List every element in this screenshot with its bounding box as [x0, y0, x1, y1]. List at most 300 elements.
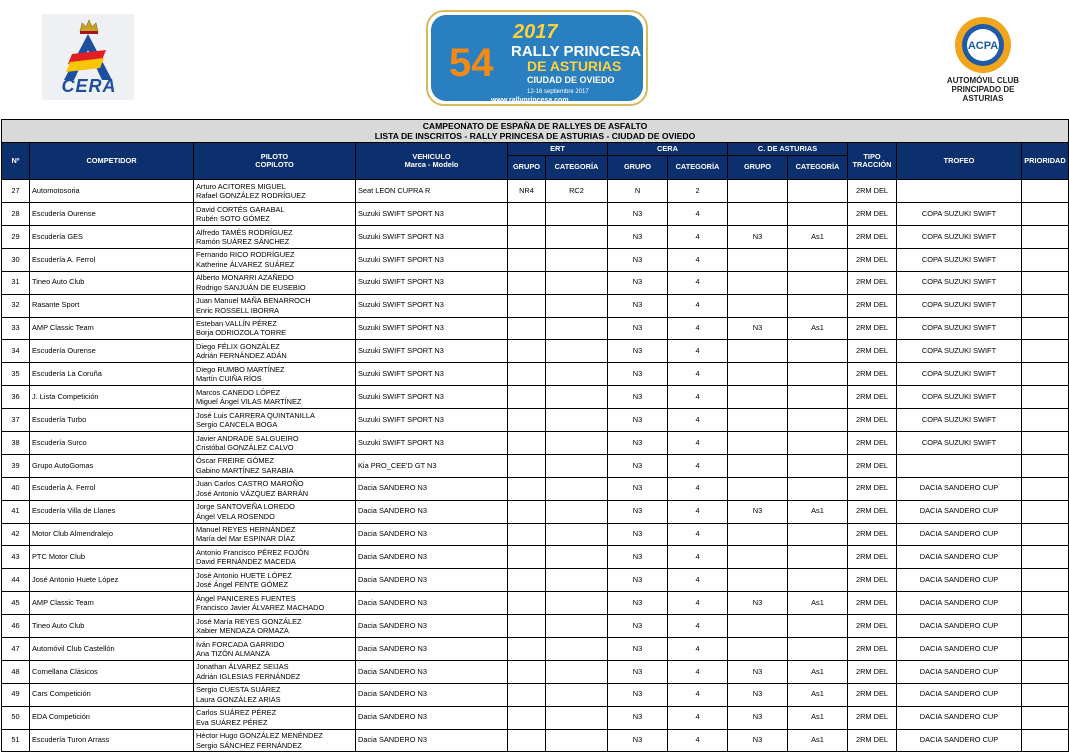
piloto-copiloto-cell [194, 683, 356, 706]
rally-edition-number: 54 [449, 41, 494, 85]
competidor-cell: Escudería Ourense [30, 203, 194, 226]
header-cera-categoria: CATEGORÍA [668, 156, 728, 180]
ert-grupo-cell [508, 706, 546, 729]
competidor-cell: Escudería A. Ferrol [30, 477, 194, 500]
competidor-cell: Rasante Sport [30, 294, 194, 317]
traccion-cell: 2RM DEL [848, 729, 897, 752]
copiloto-name: Adrián IGLESIAS FERNÁNDEZ [196, 671, 301, 681]
table-row [2, 271, 1069, 294]
piloto-copiloto-cell [194, 477, 356, 500]
table-row [2, 363, 1069, 386]
vehiculo-cell: Suzuki SWIFT SPORT N3 [356, 225, 508, 248]
asturias-categoria-cell [788, 203, 848, 226]
cera-grupo-cell: N3 [608, 409, 668, 432]
cera-grupo-cell: N [608, 180, 668, 203]
entry-number-cell: 34 [2, 340, 30, 363]
competidor-cell: Escudería GES [30, 225, 194, 248]
piloto-name: Juan Manuel MAÑA BENARROCH [196, 296, 311, 306]
entry-number-cell: 28 [2, 203, 30, 226]
asturias-grupo-cell [728, 180, 788, 203]
table-row [2, 523, 1069, 546]
traccion-cell: 2RM DEL [848, 317, 897, 340]
vehiculo-cell: Dacia SANDERO N3 [356, 615, 508, 638]
asturias-grupo-cell: N3 [728, 706, 788, 729]
cera-categoria-cell: 4 [668, 431, 728, 454]
competidor-cell: AMP Classic Team [30, 317, 194, 340]
piloto-name: Ángel PANICERES FUENTES [196, 593, 296, 603]
copiloto-name: Miguel Ángel VILAS MARTÍNEZ [196, 397, 302, 407]
asturias-grupo-cell [728, 454, 788, 477]
entry-number-cell: 40 [2, 477, 30, 500]
ert-grupo-cell [508, 660, 546, 683]
ert-categoria-cell [546, 638, 608, 661]
entry-number-cell: 33 [2, 317, 30, 340]
ert-categoria-cell [546, 615, 608, 638]
trofeo-cell: DACIA SANDERO CUP [897, 660, 1022, 683]
cera-grupo-cell: N3 [608, 523, 668, 546]
vehiculo-cell: Suzuki SWIFT SPORT N3 [356, 363, 508, 386]
ert-categoria-cell [546, 477, 608, 500]
piloto-copiloto-cell [194, 615, 356, 638]
header-asturias: C. DE ASTURIAS [728, 143, 848, 156]
header-piloto: PILOTO [260, 151, 289, 161]
ert-categoria-cell [546, 317, 608, 340]
copiloto-name: José Antonio VÁZQUEZ BARRÁN [196, 488, 309, 498]
piloto-name: Carlos SUÁREZ PÉREZ [196, 708, 277, 718]
entry-number-cell: 38 [2, 431, 30, 454]
trofeo-cell: DACIA SANDERO CUP [897, 569, 1022, 592]
vehiculo-cell: Suzuki SWIFT SPORT N3 [356, 294, 508, 317]
vehiculo-cell: Suzuki SWIFT SPORT N3 [356, 271, 508, 294]
piloto-copiloto-cell [194, 340, 356, 363]
copiloto-name: David FERNÁNDEZ MACEDA [196, 557, 296, 567]
ert-grupo-cell [508, 386, 546, 409]
table-row [2, 592, 1069, 615]
trofeo-cell: COPA SUZUKI SWIFT [897, 248, 1022, 271]
prioridad-cell [1022, 660, 1069, 683]
cera-grupo-cell: N3 [608, 317, 668, 340]
piloto-name: Jorge SANTOVEÑA LOREDO [196, 502, 295, 512]
prioridad-cell [1022, 317, 1069, 340]
asturias-categoria-cell [788, 638, 848, 661]
table-row [2, 409, 1069, 432]
cera-categoria-cell: 4 [668, 615, 728, 638]
piloto-name: José Antonio HUETE LÓPEZ [196, 570, 292, 580]
competidor-cell: Escudería Turbo [30, 409, 194, 432]
asturias-grupo-cell [728, 248, 788, 271]
copiloto-name: Enric ROSSELL IBORRA [196, 305, 280, 315]
competidor-cell: AMP Classic Team [30, 592, 194, 615]
piloto-copiloto-cell [194, 386, 356, 409]
entry-number-cell: 51 [2, 729, 30, 752]
asturias-categoria-cell [788, 386, 848, 409]
vehiculo-cell: Dacia SANDERO N3 [356, 523, 508, 546]
asturias-categoria-cell [788, 454, 848, 477]
header-marca-modelo: Marca - Modelo [404, 160, 459, 170]
cera-grupo-cell: N3 [608, 569, 668, 592]
ert-categoria-cell [546, 225, 608, 248]
ert-grupo-cell [508, 225, 546, 248]
asturias-categoria-cell [788, 294, 848, 317]
vehiculo-cell: Dacia SANDERO N3 [356, 638, 508, 661]
trofeo-cell: DACIA SANDERO CUP [897, 592, 1022, 615]
table-row [2, 225, 1069, 248]
asturias-categoria-cell [788, 248, 848, 271]
trofeo-cell: COPA SUZUKI SWIFT [897, 409, 1022, 432]
asturias-categoria-cell [788, 569, 848, 592]
traccion-cell: 2RM DEL [848, 180, 897, 203]
prioridad-cell [1022, 569, 1069, 592]
asturias-grupo-cell [728, 271, 788, 294]
cera-grupo-cell: N3 [608, 203, 668, 226]
piloto-name: Antonio Francisco PÉREZ FOJÓN [196, 547, 309, 557]
ert-grupo-cell: NR4 [508, 180, 546, 203]
vehiculo-cell: Dacia SANDERO N3 [356, 660, 508, 683]
competidor-cell: Cars Competición [30, 683, 194, 706]
entry-number-cell: 45 [2, 592, 30, 615]
copiloto-name: Francisco Javier ÁLVAREZ MACHADO [196, 603, 325, 613]
copiloto-name: Gabino MARTÍNEZ SARABIA [196, 465, 294, 475]
ert-categoria-cell [546, 683, 608, 706]
entry-number-cell: 48 [2, 660, 30, 683]
piloto-name: Fernando RICO RODRÍGUEZ [196, 250, 295, 260]
cera-categoria-cell: 4 [668, 386, 728, 409]
cera-categoria-cell: 4 [668, 546, 728, 569]
prioridad-cell [1022, 203, 1069, 226]
vehiculo-cell: Kia PRO_CEE'D GT N3 [356, 454, 508, 477]
competidor-cell: Escudería La Coruña [30, 363, 194, 386]
vehiculo-cell: Suzuki SWIFT SPORT N3 [356, 340, 508, 363]
ert-categoria-cell [546, 660, 608, 683]
rally-year: 2017 [513, 21, 558, 43]
cera-categoria-cell: 4 [668, 248, 728, 271]
cera-grupo-cell: N3 [608, 454, 668, 477]
table-row [2, 500, 1069, 523]
ert-grupo-cell [508, 615, 546, 638]
table-row [2, 386, 1069, 409]
prioridad-cell [1022, 431, 1069, 454]
vehiculo-cell: Dacia SANDERO N3 [356, 592, 508, 615]
table-row [2, 294, 1069, 317]
cera-grupo-cell: N3 [608, 340, 668, 363]
entry-number-cell: 35 [2, 363, 30, 386]
asturias-grupo-cell [728, 569, 788, 592]
table-row [2, 706, 1069, 729]
traccion-cell: 2RM DEL [848, 454, 897, 477]
vehiculo-cell: Suzuki SWIFT SPORT N3 [356, 317, 508, 340]
piloto-name: Javier ANDRADE SALGUEIRO [196, 433, 299, 443]
cera-categoria-cell: 4 [668, 363, 728, 386]
piloto-name: Diego RUMBO MARTÍNEZ [196, 364, 285, 374]
ert-grupo-cell [508, 500, 546, 523]
acpa-name [936, 76, 1030, 103]
ert-categoria-cell [546, 569, 608, 592]
traccion-cell: 2RM DEL [848, 683, 897, 706]
asturias-categoria-cell [788, 409, 848, 432]
ert-categoria-cell [546, 431, 608, 454]
cera-grupo-cell: N3 [608, 363, 668, 386]
piloto-copiloto-cell [194, 500, 356, 523]
asturias-grupo-cell [728, 363, 788, 386]
prioridad-cell [1022, 546, 1069, 569]
ert-grupo-cell [508, 317, 546, 340]
traccion-cell: 2RM DEL [848, 615, 897, 638]
asturias-categoria-cell [788, 271, 848, 294]
entry-rows [2, 180, 1069, 752]
vehiculo-cell: Dacia SANDERO N3 [356, 729, 508, 752]
competidor-cell: Escudería Turon Arrass [30, 729, 194, 752]
piloto-copiloto-cell [194, 523, 356, 546]
vehiculo-cell: Dacia SANDERO N3 [356, 546, 508, 569]
cera-categoria-cell: 4 [668, 409, 728, 432]
cera-categoria-cell: 4 [668, 660, 728, 683]
ert-grupo-cell [508, 477, 546, 500]
asturias-categoria-cell [788, 477, 848, 500]
title-line1: CAMPEONATO DE ESPAÑA DE RALLYES DE ASFALTO [422, 121, 648, 131]
header-ert-grupo: GRUPO [508, 156, 546, 180]
piloto-name: José Luis CARRERA QUINTANILLA [196, 410, 315, 420]
competidor-cell: Tineo Auto Club [30, 615, 194, 638]
cera-categoria-cell: 4 [668, 225, 728, 248]
header-tipo-traccion [848, 143, 897, 180]
piloto-name: Arturo ACITORES MIGUEL [196, 181, 286, 191]
traccion-cell: 2RM DEL [848, 706, 897, 729]
piloto-name: Esteban VALLÍN PÉREZ [196, 319, 277, 329]
entry-number-cell: 41 [2, 500, 30, 523]
copiloto-name: Borja ODRIOZOLA TORRE [196, 328, 287, 338]
cera-grupo-cell: N3 [608, 271, 668, 294]
asturias-categoria-cell: As1 [788, 592, 848, 615]
vehiculo-cell: Dacia SANDERO N3 [356, 569, 508, 592]
header-vehiculo [356, 143, 508, 180]
vehiculo-cell: Suzuki SWIFT SPORT N3 [356, 248, 508, 271]
table-row [2, 660, 1069, 683]
cera-categoria-cell: 4 [668, 706, 728, 729]
prioridad-cell [1022, 340, 1069, 363]
traccion-cell: 2RM DEL [848, 523, 897, 546]
prioridad-cell [1022, 225, 1069, 248]
table-row [2, 569, 1069, 592]
prioridad-cell [1022, 180, 1069, 203]
piloto-name: Iván FORCADA GARRIDO [196, 639, 285, 649]
entry-number-cell: 39 [2, 454, 30, 477]
cera-categoria-cell: 2 [668, 180, 728, 203]
rally-title-line2: DE ASTURIAS [527, 58, 622, 74]
copiloto-name: José Ángel FENTE GÓMEZ [196, 580, 288, 590]
traccion-cell: 2RM DEL [848, 477, 897, 500]
ert-categoria-cell [546, 592, 608, 615]
header-tipo: TIPO [863, 151, 881, 161]
title-line2: LISTA DE INSCRITOS - RALLY PRINCESA DE ASTURIAS - CIUDAD DE OVIEDO [374, 130, 696, 141]
ert-categoria-cell [546, 409, 608, 432]
piloto-copiloto-cell [194, 638, 356, 661]
asturias-grupo-cell: N3 [728, 317, 788, 340]
copiloto-name: Laura GONZÁLEZ ARIAS [196, 694, 281, 704]
table-row [2, 615, 1069, 638]
prioridad-cell [1022, 683, 1069, 706]
entry-number-cell: 46 [2, 615, 30, 638]
asturias-categoria-cell [788, 523, 848, 546]
header-ert: ERT [508, 143, 608, 156]
entry-number-cell: 32 [2, 294, 30, 317]
traccion-cell: 2RM DEL [848, 660, 897, 683]
piloto-name: José María REYES GONZÁLEZ [196, 616, 302, 626]
ert-grupo-cell [508, 203, 546, 226]
table-row [2, 180, 1069, 203]
trofeo-cell: COPA SUZUKI SWIFT [897, 340, 1022, 363]
ert-categoria-cell: RC2 [546, 180, 608, 203]
vehiculo-cell: Suzuki SWIFT SPORT N3 [356, 431, 508, 454]
asturias-categoria-cell [788, 180, 848, 203]
piloto-name: Manuel REYES HERNÁNDEZ [196, 525, 296, 535]
ert-categoria-cell [546, 271, 608, 294]
asturias-categoria-cell [788, 363, 848, 386]
header-copiloto: COPILOTO [255, 160, 294, 170]
cera-categoria-cell: 4 [668, 500, 728, 523]
vehiculo-cell: Suzuki SWIFT SPORT N3 [356, 386, 508, 409]
asturias-categoria-cell: As1 [788, 683, 848, 706]
piloto-copiloto-cell [194, 317, 356, 340]
rally-title-line3: CIUDAD DE OVIEDO [527, 75, 615, 85]
header-cera: CERA [608, 143, 728, 156]
cera-categoria-cell: 4 [668, 294, 728, 317]
cera-grupo-cell: N3 [608, 683, 668, 706]
piloto-copiloto-cell [194, 431, 356, 454]
cera-grupo-cell: N3 [608, 248, 668, 271]
cera-a-icon [62, 32, 114, 82]
entry-number-cell: 30 [2, 248, 30, 271]
ert-categoria-cell [546, 363, 608, 386]
asturias-grupo-cell: N3 [728, 683, 788, 706]
copiloto-name: Cristóbal GONZÁLEZ CALVO [196, 442, 294, 452]
trofeo-cell: COPA SUZUKI SWIFT [897, 225, 1022, 248]
header-ert-categoria: CATEGORÍA [546, 156, 608, 180]
ert-categoria-cell [546, 454, 608, 477]
entry-number-cell: 37 [2, 409, 30, 432]
rally-dates: 12-16 septiembre 2017 [527, 89, 589, 95]
entry-number-cell: 47 [2, 638, 30, 661]
asturias-grupo-cell: N3 [728, 729, 788, 752]
ert-categoria-cell [546, 340, 608, 363]
asturias-grupo-cell [728, 409, 788, 432]
cera-categoria-cell: 4 [668, 454, 728, 477]
acpa-name-line1: AUTOMÓVIL CLUB [946, 76, 1020, 85]
ert-grupo-cell [508, 363, 546, 386]
prioridad-cell [1022, 592, 1069, 615]
table-row [2, 638, 1069, 661]
trofeo-cell: COPA SUZUKI SWIFT [897, 203, 1022, 226]
piloto-name: Sergio CUESTA SUÁREZ [196, 685, 281, 695]
copiloto-name: Eva SUÁREZ PÉREZ [196, 717, 268, 727]
header-piloto-copiloto [194, 143, 356, 180]
header-competidor: COMPETIDOR [30, 143, 194, 180]
prioridad-cell [1022, 248, 1069, 271]
asturias-grupo-cell [728, 203, 788, 226]
header-traccion: TRACCIÓN [852, 160, 892, 170]
ert-categoria-cell [546, 294, 608, 317]
copiloto-name: Katherine ÁLVAREZ SUÁREZ [196, 259, 295, 269]
piloto-copiloto-cell [194, 660, 356, 683]
cera-categoria-cell: 4 [668, 683, 728, 706]
rally-url: www.rallyprincesa.com [491, 97, 569, 104]
traccion-cell: 2RM DEL [848, 569, 897, 592]
entry-list-table [1, 119, 1068, 752]
cera-grupo-cell: N3 [608, 660, 668, 683]
copiloto-name: Adrián FERNÁNDEZ ADÁN [196, 351, 287, 361]
ert-grupo-cell [508, 592, 546, 615]
piloto-copiloto-cell [194, 706, 356, 729]
traccion-cell: 2RM DEL [848, 271, 897, 294]
cera-grupo-cell: N3 [608, 729, 668, 752]
cera-categoria-cell: 4 [668, 340, 728, 363]
copiloto-name: Martín CUIÑA RÍOS [196, 374, 262, 384]
document-title [2, 120, 1069, 143]
cera-grupo-cell: N3 [608, 546, 668, 569]
cera-categoria-cell: 4 [668, 523, 728, 546]
asturias-categoria-cell [788, 431, 848, 454]
prioridad-cell [1022, 363, 1069, 386]
trofeo-cell: DACIA SANDERO CUP [897, 546, 1022, 569]
acpa-logo [936, 16, 1030, 102]
piloto-name: Óscar FREIRE GÓMEZ [196, 456, 275, 466]
vehiculo-cell: Suzuki SWIFT SPORT N3 [356, 203, 508, 226]
entry-number-cell: 36 [2, 386, 30, 409]
ert-grupo-cell [508, 638, 546, 661]
cera-grupo-cell: N3 [608, 615, 668, 638]
trofeo-cell: COPA SUZUKI SWIFT [897, 294, 1022, 317]
acpa-badge-text: ACPA [967, 40, 999, 52]
ert-grupo-cell [508, 454, 546, 477]
asturias-grupo-cell [728, 546, 788, 569]
rally-logo-background [431, 15, 643, 104]
asturias-grupo-cell [728, 615, 788, 638]
competidor-cell: Escudería Ourense [30, 340, 194, 363]
cera-grupo-cell: N3 [608, 706, 668, 729]
piloto-name: Jonathan ÁLVAREZ SEIJAS [196, 662, 289, 672]
traccion-cell: 2RM DEL [848, 225, 897, 248]
entry-number-cell: 42 [2, 523, 30, 546]
cera-categoria-cell: 4 [668, 569, 728, 592]
copiloto-name: Sergio SÁNCHEZ FERNÁNDEZ [196, 740, 302, 750]
piloto-copiloto-cell [194, 294, 356, 317]
ert-categoria-cell [546, 203, 608, 226]
vehiculo-cell: Seat LEON CUPRA R [356, 180, 508, 203]
piloto-name: Alberto MONARRI AZAÑEDO [196, 273, 294, 283]
ert-grupo-cell [508, 431, 546, 454]
entry-number-cell: 31 [2, 271, 30, 294]
prioridad-cell [1022, 523, 1069, 546]
prioridad-cell [1022, 615, 1069, 638]
ert-grupo-cell [508, 569, 546, 592]
cera-grupo-cell: N3 [608, 592, 668, 615]
prioridad-cell [1022, 477, 1069, 500]
table-row [2, 729, 1069, 752]
asturias-categoria-cell: As1 [788, 660, 848, 683]
traccion-cell: 2RM DEL [848, 592, 897, 615]
traccion-cell: 2RM DEL [848, 386, 897, 409]
piloto-copiloto-cell [194, 225, 356, 248]
acpa-name-line2: PRINCIPADO DE ASTURIAS [951, 85, 1015, 103]
cera-logo [42, 14, 134, 100]
copiloto-name: María del Mar ESPINAR DÍAZ [196, 534, 295, 544]
ert-grupo-cell [508, 340, 546, 363]
cera-categoria-cell: 4 [668, 638, 728, 661]
asturias-grupo-cell [728, 431, 788, 454]
asturias-grupo-cell [728, 523, 788, 546]
competidor-cell: PTC Motor Club [30, 546, 194, 569]
entry-number-cell: 43 [2, 546, 30, 569]
ert-grupo-cell [508, 271, 546, 294]
